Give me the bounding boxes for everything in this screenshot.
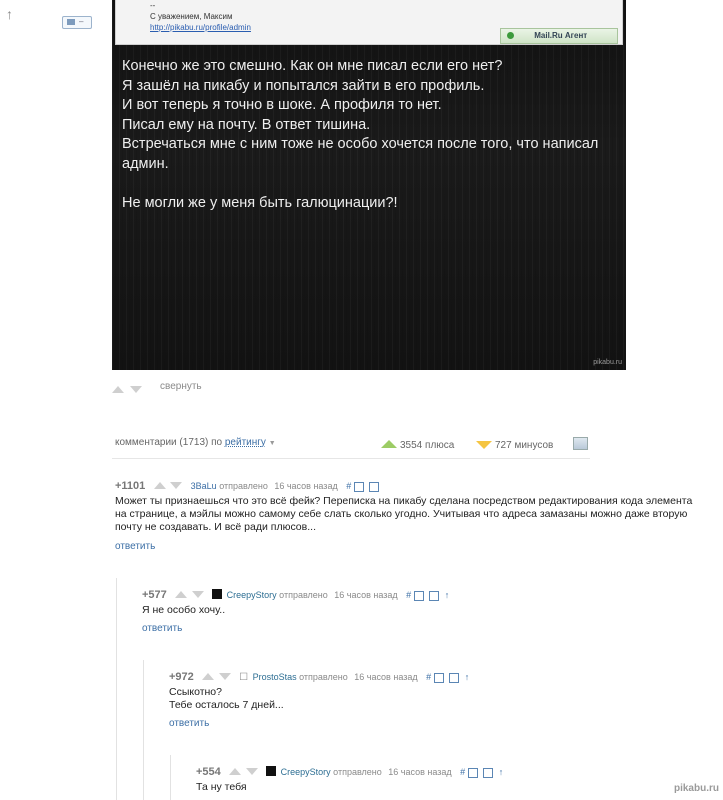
comment-header bbox=[169, 667, 469, 685]
email-screenshot bbox=[115, 0, 623, 45]
comment-author[interactable]: 3BaLu bbox=[190, 481, 217, 491]
story-text: Конечно же это смешно. Как он мне писал если его нет? Я зашёл на пикабу и попытался зайти в его профиль. И вот теперь я точно в шоке. А профиля то нет. Писал ему на почту. В ответ тишина. Встречаться мне с ним тоже не особо хочется после того, что написал админ. Не могли же у меня быть галюцинации?! bbox=[122, 58, 599, 211]
vote-up-icon[interactable] bbox=[175, 591, 187, 598]
collapse-icon[interactable] bbox=[468, 768, 478, 778]
comment-rating: +577 bbox=[142, 589, 167, 601]
thread-line bbox=[116, 578, 117, 800]
vote-up-icon[interactable] bbox=[154, 482, 166, 489]
collapse-link[interactable]: свернуть bbox=[160, 381, 202, 392]
comment-author[interactable]: CreepyStory bbox=[226, 590, 277, 600]
comments-count: комментарии (1713) по bbox=[115, 437, 223, 448]
save-icon[interactable] bbox=[483, 768, 493, 778]
comment-header bbox=[196, 762, 503, 780]
thread-line bbox=[143, 660, 144, 800]
vote-up-icon[interactable] bbox=[229, 768, 241, 775]
comment-text: Та ну тебя bbox=[196, 781, 247, 793]
vote-up-icon[interactable] bbox=[202, 673, 214, 680]
comments-header bbox=[115, 437, 276, 448]
reply-link[interactable]: ответить bbox=[142, 623, 183, 634]
arrow-up-icon[interactable]: ↑ bbox=[464, 672, 470, 682]
vote-down-icon[interactable] bbox=[170, 482, 182, 489]
hash-icon[interactable]: # bbox=[406, 590, 412, 600]
vote-down-icon[interactable] bbox=[219, 673, 231, 680]
comment-time: 16 часов назад bbox=[274, 481, 338, 491]
save-icon[interactable]: – bbox=[62, 16, 92, 29]
story-image bbox=[112, 0, 626, 370]
email-line: -- bbox=[150, 1, 156, 10]
collapse-icon[interactable] bbox=[414, 591, 424, 601]
arrow-up-icon[interactable]: ↑ bbox=[444, 590, 450, 600]
collapse-icon[interactable] bbox=[354, 482, 364, 492]
sent-label: отправлено bbox=[219, 481, 268, 491]
pluses-count: 3554 плюса bbox=[400, 440, 455, 451]
image-watermark: pikabu.ru bbox=[593, 359, 622, 366]
comment-text: Я не особо хочу.. bbox=[142, 604, 226, 616]
agent-status-icon bbox=[507, 32, 514, 39]
comment-time: 16 часов назад bbox=[334, 590, 398, 600]
comment-header bbox=[115, 476, 382, 494]
comment-header bbox=[142, 585, 449, 603]
email-signature: С уважением, Максим bbox=[150, 12, 233, 21]
post-vote-row bbox=[112, 380, 142, 398]
comment-author[interactable]: CreepyStory bbox=[280, 767, 331, 777]
avatar bbox=[212, 589, 222, 599]
sent-label: отправлено bbox=[333, 767, 382, 777]
comments-divider bbox=[112, 458, 590, 459]
save-icon[interactable] bbox=[449, 673, 459, 683]
chevron-down-icon[interactable]: ▼ bbox=[268, 440, 276, 447]
sent-label: отправлено bbox=[279, 590, 328, 600]
reply-link[interactable]: ответить bbox=[169, 718, 210, 729]
page-watermark: pikabu.ru bbox=[673, 783, 719, 794]
collapse-icon[interactable] bbox=[434, 673, 444, 683]
agent-label: Mail.Ru Агент bbox=[534, 31, 588, 40]
avatar bbox=[266, 766, 276, 776]
thread-line bbox=[170, 755, 171, 800]
comment-text: Ссыкотно? Тебе осталось 7 дней... bbox=[169, 686, 284, 711]
mail-agent-bar bbox=[500, 28, 618, 44]
arrow-up-icon[interactable]: ↑ bbox=[6, 6, 13, 22]
comment-author[interactable]: ProstoStas bbox=[252, 672, 297, 682]
save-icon[interactable] bbox=[429, 591, 439, 601]
minuses-count: 727 минусов bbox=[495, 440, 554, 451]
hash-icon[interactable]: # bbox=[460, 767, 466, 777]
reply-link[interactable]: ответить bbox=[115, 541, 156, 552]
vote-down-icon[interactable] bbox=[130, 386, 142, 393]
plus-icon bbox=[381, 440, 397, 448]
hash-icon[interactable]: # bbox=[426, 672, 432, 682]
comment-rating: +972 bbox=[169, 671, 194, 683]
comment-rating: +1101 bbox=[115, 480, 146, 492]
vote-down-icon[interactable] bbox=[192, 591, 204, 598]
hash-icon[interactable]: # bbox=[346, 481, 352, 491]
image-icon[interactable] bbox=[573, 437, 588, 450]
vote-down-icon[interactable] bbox=[246, 768, 258, 775]
save-icon[interactable] bbox=[369, 482, 379, 492]
robot-avatar-icon: ☐ bbox=[239, 672, 249, 683]
vote-up-icon[interactable] bbox=[112, 386, 124, 393]
arrow-up-icon[interactable]: ↑ bbox=[498, 767, 504, 777]
sort-dropdown[interactable]: рейтингу bbox=[224, 437, 266, 448]
comment-time: 16 часов назад bbox=[388, 767, 452, 777]
email-profile-link: http://pikabu.ru/profile/admin bbox=[150, 23, 251, 32]
comment-text: Может ты признаешься что это всё фейк? Переписка на пикабу сделана посредством редактирования кода элемента на странице, а мэйлы можно самому себе слать сколько угодно. Учитывая что адреса замазаны можно даже вторую почту не создавать. И всё ради плюсов... bbox=[115, 495, 693, 533]
comment-rating: +554 bbox=[196, 766, 221, 778]
minus-icon bbox=[476, 441, 492, 449]
sent-label: отправлено bbox=[299, 672, 348, 682]
comment-time: 16 часов назад bbox=[354, 672, 418, 682]
